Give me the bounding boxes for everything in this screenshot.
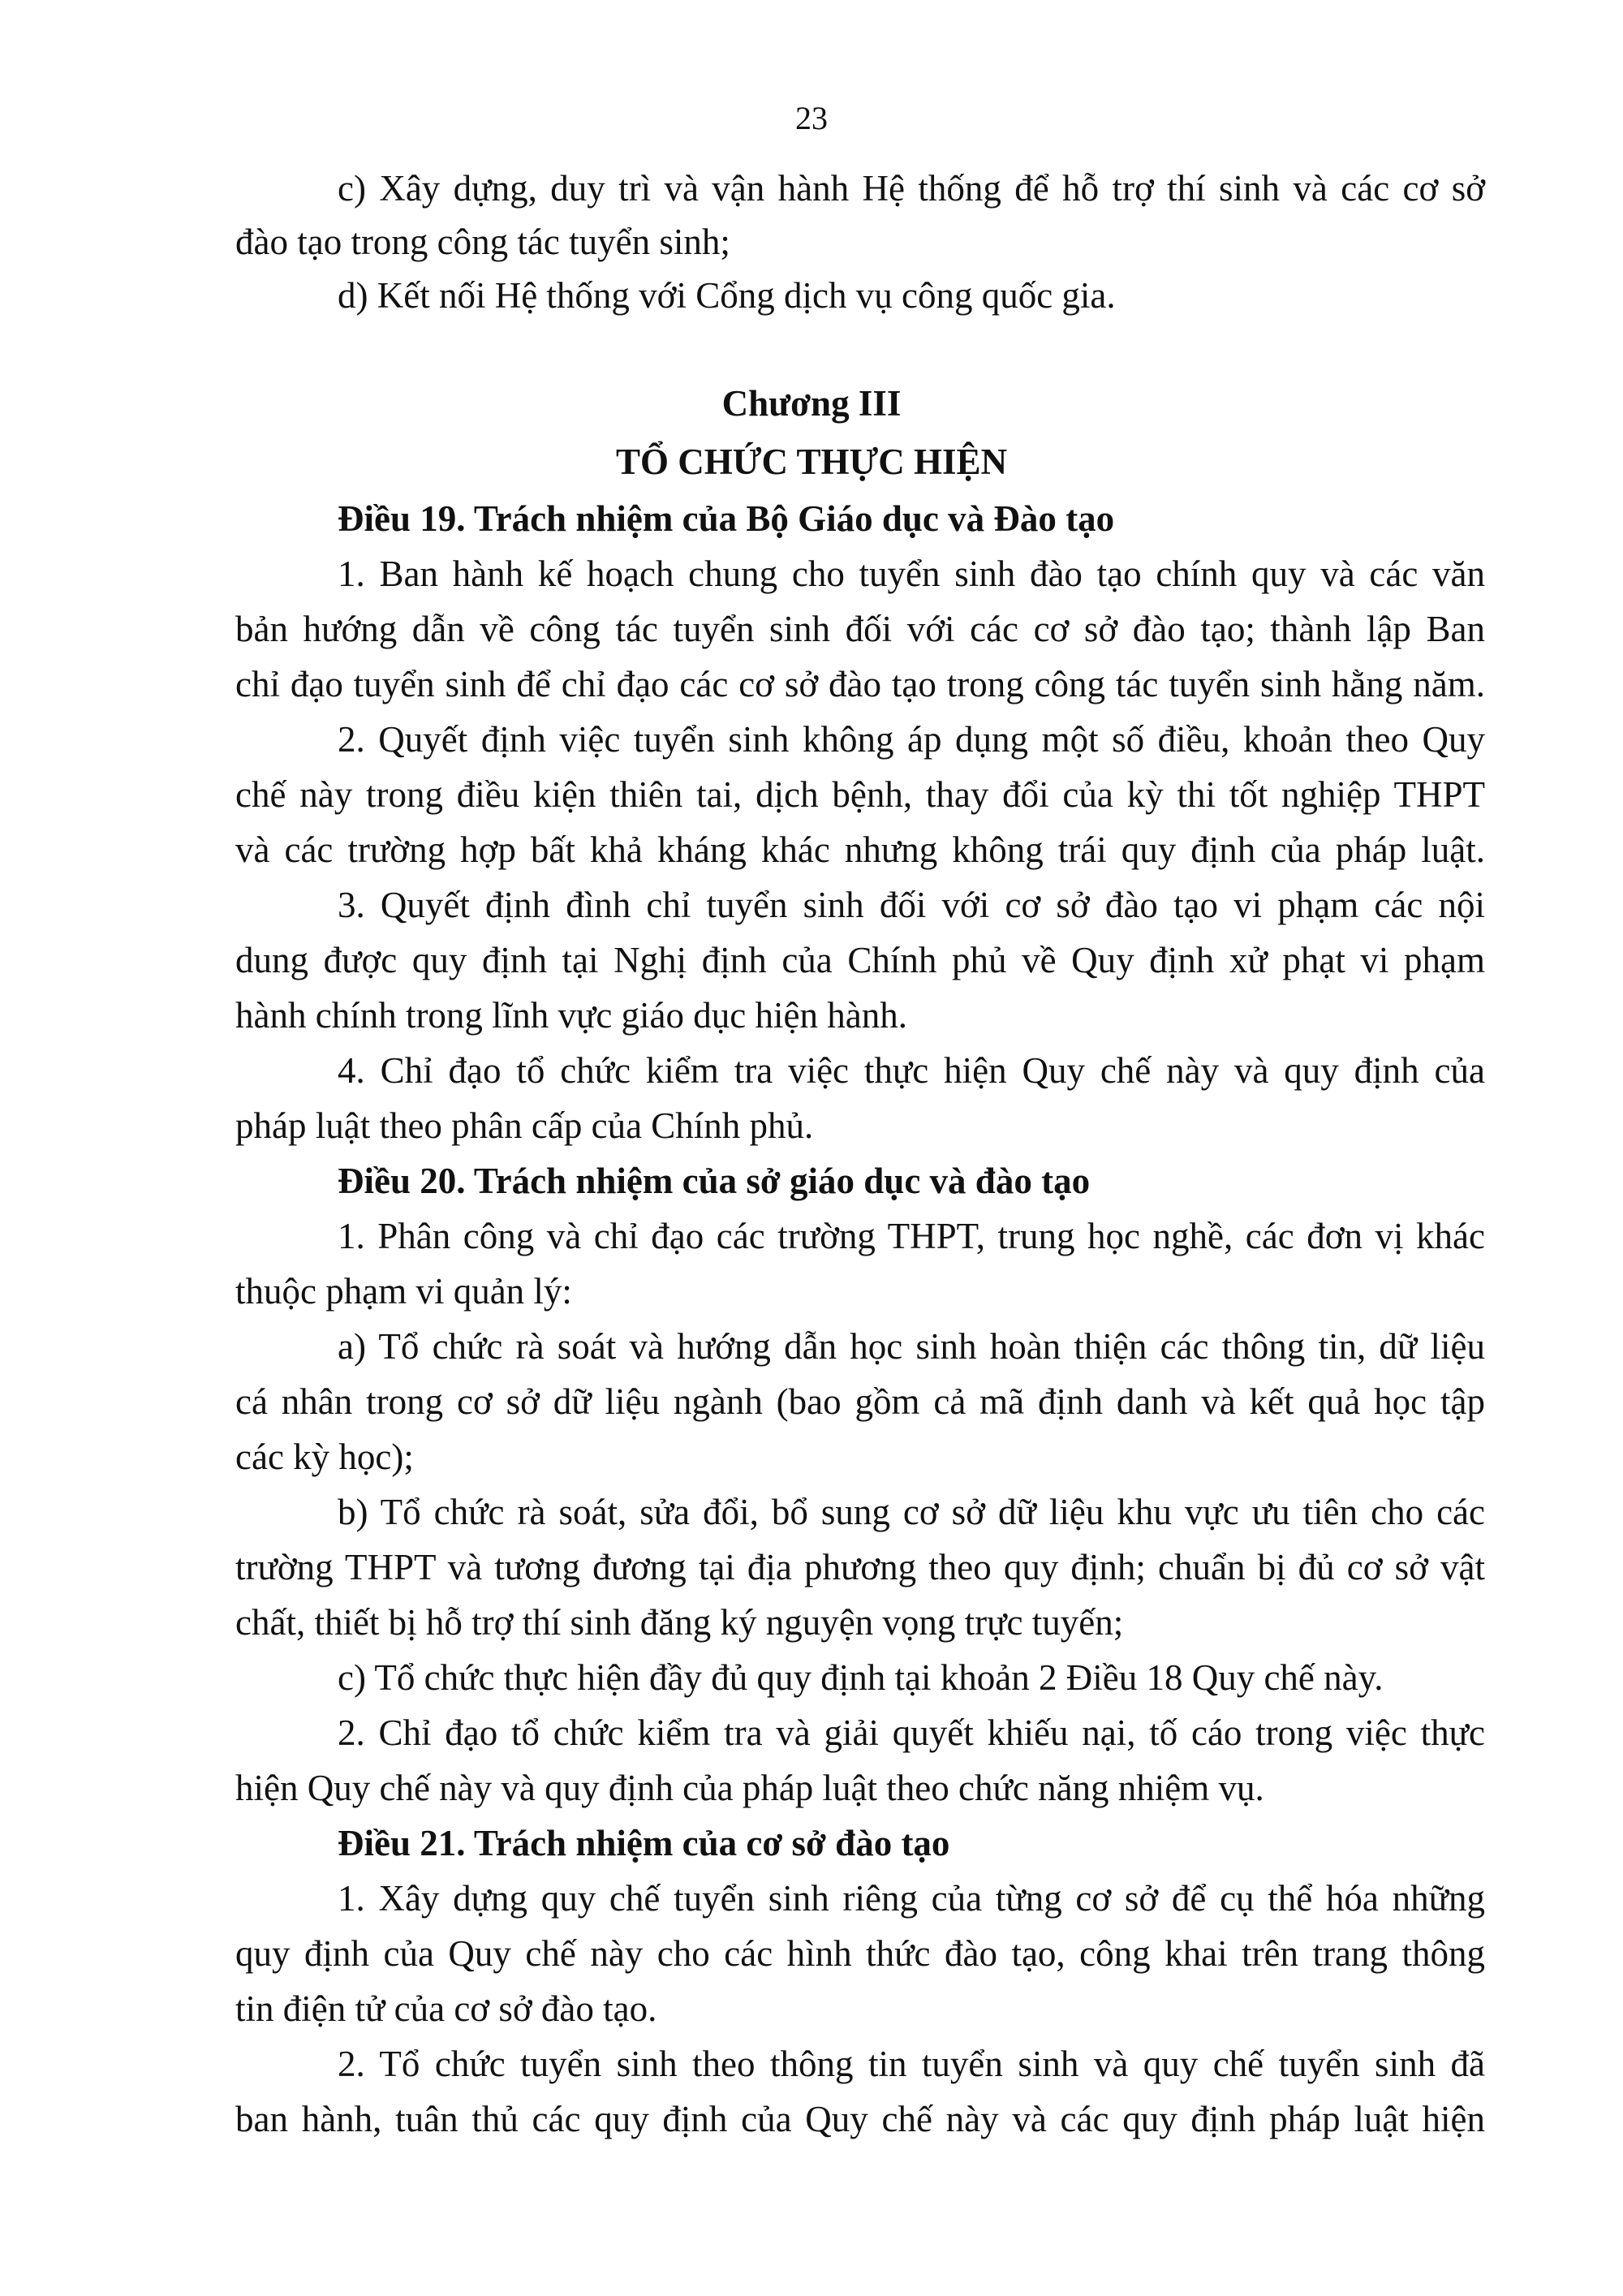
paragraph-line: cá nhân trong cơ sở dữ liệu ngành (bao gồm cả mã định danh và kết quả học tập [235,1381,1485,1422]
paragraph-line: 2. Quyết định việc tuyển sinh không áp dụng một số điều, khoản theo Quy [338,719,1485,760]
paragraph-line: tin điện tử của cơ sở đào tạo. [235,1988,657,2029]
paragraph-line: 2. Tổ chức tuyển sinh theo thông tin tuyển sinh và quy chế tuyển sinh đã [338,2044,1485,2084]
paragraph-line: trường THPT và tương đương tại địa phương theo quy định; chuẩn bị đủ cơ sở vật [235,1547,1485,1587]
article-heading: Điều 21. Trách nhiệm của cơ sở đào tạo [338,1823,950,1863]
paragraph-line: chỉ đạo tuyển sinh để chỉ đạo các cơ sở đào tạo trong công tác tuyển sinh hằng năm. [235,664,1485,704]
paragraph-line: thuộc phạm vi quản lý: [235,1271,572,1312]
paragraph-line: a) Tổ chức rà soát và hướng dẫn học sinh hoàn thiện các thông tin, dữ liệu [338,1326,1485,1367]
paragraph-line: các kỳ học); [235,1437,414,1477]
paragraph-line: c) Tổ chức thực hiện đầy đủ quy định tại khoản 2 Điều 18 Quy chế này. [338,1657,1384,1698]
paragraph-line: 1. Ban hành kế hoạch chung cho tuyển sinh đào tạo chính quy và các văn [338,554,1485,594]
paragraph-line: quy định của Quy chế này cho các hình thức đào tạo, công khai trên trang thông [235,1933,1485,1974]
paragraph-line: 1. Phân công và chỉ đạo các trường THPT, trung học nghề, các đơn vị khác [338,1216,1485,1256]
paragraph-line: 1. Xây dựng quy chế tuyển sinh riêng của từng cơ sở để cụ thể hóa những [338,1878,1485,1919]
paragraph-line: pháp luật theo phân cấp của Chính phủ. [235,1105,814,1146]
paragraph-line: dung được quy định tại Nghị định của Chính phủ về Quy định xử phạt vi phạm [235,940,1485,980]
paragraph-line: đào tạo trong công tác tuyển sinh; [235,222,730,262]
paragraph-line: b) Tổ chức rà soát, sửa đổi, bổ sung cơ sở dữ liệu khu vực ưu tiên cho các [338,1492,1485,1532]
paragraph-line: c) Xây dựng, duy trì và vận hành Hệ thống để hỗ trợ thí sinh và các cơ sở [338,168,1485,209]
chapter-subtitle: TỔ CHỨC THỰC HIỆN [615,442,1008,482]
paragraph-line: 3. Quyết định đình chỉ tuyển sinh đối với cơ sở đào tạo vi phạm các nội [338,885,1485,925]
paragraph-line: hiện Quy chế này và quy định của pháp luật theo chức năng nhiệm vụ. [235,1768,1264,1808]
article-heading: Điều 19. Trách nhiệm của Bộ Giáo dục và Đào tạo [338,498,1115,539]
paragraph-line: hành chính trong lĩnh vực giáo dục hiện hành. [235,995,907,1036]
article-heading: Điều 20. Trách nhiệm của sở giáo dục và đào tạo [338,1161,1091,1201]
paragraph-line: bản hướng dẫn về công tác tuyển sinh đối với các cơ sở đào tạo; thành lập Ban [235,609,1485,649]
paragraph-line: và các trường hợp bất khả kháng khác nhưng không trái quy định của pháp luật. [235,829,1485,870]
page-number: 23 [795,100,828,136]
paragraph-line: chế này trong điều kiện thiên tai, dịch bệnh, thay đổi của kỳ thi tốt nghiệp THPT [235,774,1485,815]
chapter-title: Chương III [721,383,902,424]
paragraph-line: 4. Chỉ đạo tổ chức kiểm tra việc thực hiện Quy chế này và quy định của [338,1050,1485,1091]
paragraph-line: d) Kết nối Hệ thống với Cổng dịch vụ công quốc gia. [338,275,1116,316]
paragraph-line: ban hành, tuân thủ các quy định của Quy chế này và các quy định pháp luật hiện [235,2099,1485,2139]
paragraph-line: 2. Chỉ đạo tổ chức kiểm tra và giải quyết khiếu nại, tố cáo trong việc thực [338,1712,1485,1753]
paragraph-line: chất, thiết bị hỗ trợ thí sinh đăng ký nguyện vọng trực tuyến; [235,1602,1124,1643]
